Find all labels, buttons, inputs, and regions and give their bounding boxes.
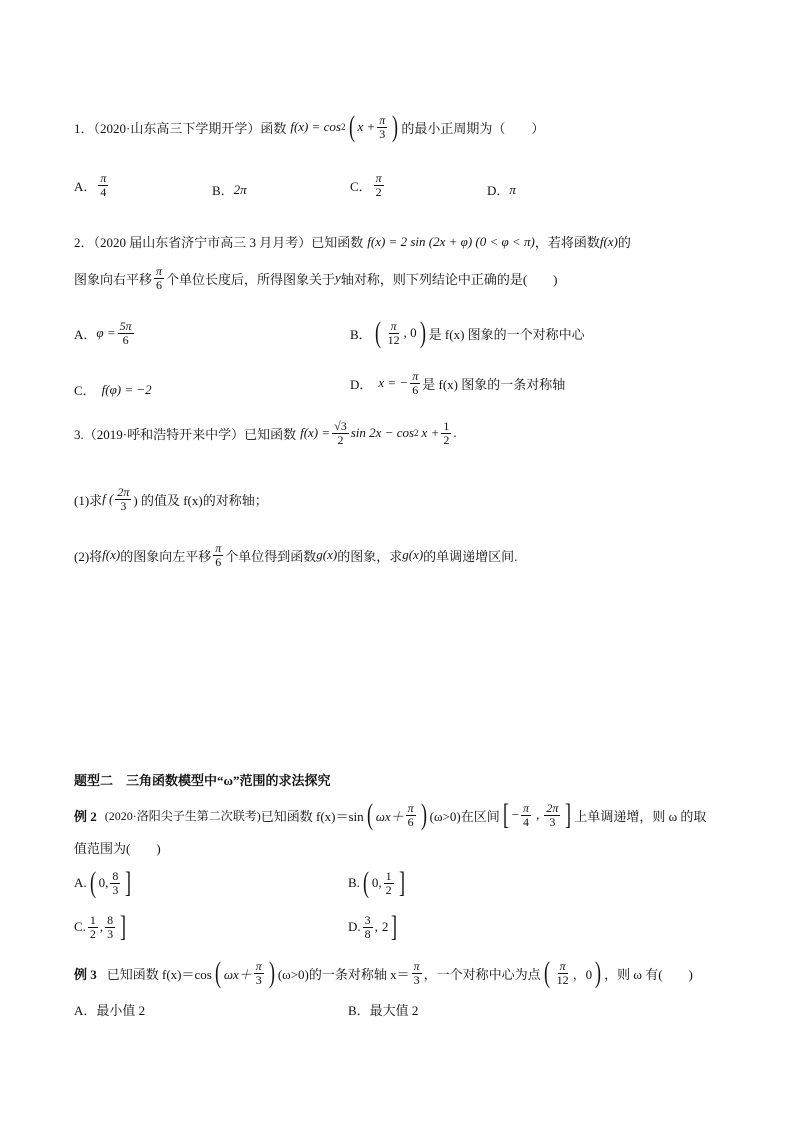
q2-option-b[interactable] (350, 318, 585, 348)
ex2-int-a-num: π (523, 800, 530, 815)
q2-option-b-frac (386, 320, 402, 346)
q3-part1-den: 3 (120, 498, 127, 513)
ex2-option-b-bracket: ] (398, 866, 405, 899)
ex2-int-b-den: 3 (549, 814, 556, 829)
q1-label: 1．（2020·山东高三下学期开学）函数 (74, 120, 287, 136)
ex2-option-b-letter: B. (348, 875, 360, 890)
section2-title-text: 题型二 三角函数模型中“ω”范围的求法探究 (74, 773, 331, 788)
q1-option-c[interactable] (350, 172, 386, 198)
ex2-option-a-bracket: ] (125, 866, 132, 899)
q3-mid: sin 2x − cos (350, 425, 415, 441)
ex2-option-c-comma: , (99, 919, 104, 934)
q2-tail: 的 (617, 235, 631, 250)
q3-part1-fn: f ( (102, 491, 114, 507)
ex2-option-c-num2: 8 (107, 912, 114, 927)
q1-option-d[interactable] (487, 180, 516, 199)
q2-line2-a: 图象向右平移 (74, 271, 153, 287)
q3-part2-d: 的图象，求 (337, 548, 403, 564)
ex3-paren-left: ( (214, 956, 221, 989)
q1-option-a-frac (98, 172, 108, 198)
q3-fn: f(x) = (300, 425, 331, 441)
q2-option-c[interactable] (74, 380, 152, 399)
q2-option-b-paren-left: ( (374, 316, 381, 349)
ex3-option-b[interactable] (348, 1000, 418, 1019)
q3-part1-num: 2π (117, 485, 130, 499)
ex2-den: 6 (407, 814, 414, 829)
ex3-num2: π (413, 958, 420, 973)
q1-option-b[interactable] (212, 180, 247, 199)
q3-part2-a: (2)将 (74, 548, 103, 564)
ex2-a: 已知函数 f(x)＝sin (260, 808, 364, 824)
q3-part2-g: g(x) (316, 547, 338, 563)
ex3-den3: 12 (556, 972, 569, 987)
ex2-option-c-frac2 (105, 914, 115, 940)
ex2-option-c-den2: 3 (107, 926, 114, 941)
q1-option-c-den: 2 (375, 184, 382, 199)
ex3-num: π (255, 958, 262, 973)
ex2-option-b-frac (384, 870, 394, 896)
ex2-bracket-right: ] (565, 798, 572, 831)
q2-option-a-frac (118, 320, 134, 346)
ex2-label: 例 2 (74, 808, 97, 824)
q2-stem (74, 232, 631, 251)
ex3-b: (ω>0)的一条对称轴 x＝ (277, 966, 410, 982)
q2-option-d-tail: 是 f(x) 图象的一条对称轴 (422, 376, 566, 392)
q1-frac-den: 3 (379, 126, 386, 141)
ex2-option-d[interactable] (348, 912, 400, 942)
ex2-option-b-a: 0, (371, 875, 382, 890)
ex2-option-d-letter: D. (348, 919, 361, 934)
ex2-option-a[interactable] (74, 868, 134, 898)
q1-frac (377, 114, 387, 140)
ex2-option-b-den: 2 (385, 882, 392, 897)
ex2-stem (74, 800, 706, 830)
ex3-frac2 (412, 960, 422, 986)
ex2-option-b[interactable] (348, 868, 408, 898)
ex2-source: (2020·洛阳尖子生第二次联考) (104, 808, 261, 823)
q2-label: 2．（2020 届山东省济宁市高三 3 月月考）已知函数 (74, 235, 364, 250)
q2-option-b-paren-right: ) (419, 316, 426, 349)
q2-line2-y: y (335, 270, 341, 286)
q1-option-d-letter: D． (487, 183, 510, 198)
q1-option-b-text: 2π (233, 181, 247, 197)
q3-part2 (74, 542, 517, 568)
ex3-stem (74, 958, 693, 988)
q2-option-a-num: 5π (119, 319, 132, 333)
q1-option-d-text: π (509, 181, 516, 197)
q3-part2-g2: g(x) (402, 547, 424, 563)
ex3-den2: 3 (413, 972, 420, 987)
q3-frac2-num: 1 (443, 419, 450, 433)
ex2-option-b-paren: ( (362, 866, 369, 899)
ex2-option-d-frac1 (363, 914, 373, 940)
ex2-option-d-bracket: ] (391, 910, 398, 943)
ex2-option-b-num: 1 (385, 868, 392, 883)
ex2-option-a-frac (110, 870, 120, 896)
ex2-int-comma: , (536, 807, 540, 822)
q3-part1-frac (115, 486, 131, 512)
ex3-option-a[interactable] (74, 1000, 145, 1019)
q1-frac-num: π (379, 112, 386, 127)
ex2-bracket-left: [ (502, 798, 509, 831)
q2-line2-den: 6 (156, 277, 163, 292)
q1-fn: f(x) = cos (290, 119, 341, 134)
ex2-paren-left: ( (366, 798, 373, 831)
q2-option-d-frac (410, 370, 420, 396)
q3-frac2 (441, 420, 451, 446)
q2-line2-b: 个单位长度后，所得图象关于 (166, 271, 336, 287)
q2-option-d-num: π (412, 369, 419, 383)
q2-option-d-den: 6 (412, 382, 419, 397)
q1-sup: 2 (341, 122, 346, 132)
q2-option-a-pre: φ = (96, 325, 116, 341)
q3-part2-c: 个单位得到函数 (225, 548, 317, 564)
ex2-option-d-comma: , (374, 919, 378, 934)
ex3-frac3 (555, 960, 571, 986)
q1-option-c-letter: C． (350, 178, 372, 194)
q2-option-b-mid: , 0 (403, 325, 417, 340)
ex2-option-c-letter: C. (74, 919, 86, 934)
q3-frac1-num: √3 (334, 419, 347, 433)
section2-title (74, 770, 331, 789)
q3-part1-a: (1)求 (74, 492, 103, 508)
ex3-option-b-text: B．最大值 2 (348, 1003, 419, 1018)
ex3-num3: π (559, 958, 566, 973)
ex2-option-d-den1: 8 (364, 926, 371, 941)
ex2-int-a-den: 4 (523, 814, 530, 829)
q2-line2-frac (154, 265, 164, 291)
q3-sup: 2 (414, 428, 419, 439)
q1-option-a-num: π (100, 171, 107, 185)
q1-option-a[interactable] (74, 172, 110, 198)
q1-option-a-den: 4 (100, 184, 107, 199)
q2-stem-line2 (74, 265, 558, 291)
ex2-b: (ω>0)在区间 (429, 808, 500, 824)
ex2-int-a-frac (521, 802, 531, 828)
ex2-option-c[interactable] (74, 912, 129, 942)
q3-frac1 (332, 420, 349, 446)
ex2-c: 上单调递增，则 ω 的取 (574, 808, 707, 824)
ex3-frac1 (254, 960, 264, 986)
ex2-frac (406, 802, 416, 828)
q1-tail: 的最小正周期为（ ） (401, 120, 545, 136)
q3-part2-num: π (215, 541, 222, 555)
ex2-option-a-num: 8 (112, 868, 119, 883)
q3-part1 (74, 486, 268, 512)
q2-fn2: f(x) (599, 233, 618, 249)
ex3-option-a-text: A．最小值 2 (74, 1003, 146, 1018)
ex2-int-a-sign: − (511, 807, 520, 822)
ex2-inner: ωx＋ (375, 808, 404, 824)
ex2-num: π (407, 800, 414, 815)
q1-paren-right: ) (392, 110, 399, 143)
q2-option-c-letter: C． (74, 383, 96, 398)
q1-option-c-frac (374, 172, 384, 198)
q2-option-d[interactable] (350, 370, 565, 396)
q3-frac2-den: 2 (443, 432, 450, 447)
q2-fn: f(x) = 2 sin (2x + φ) (0 < φ < π) (367, 233, 535, 249)
q1-option-c-num: π (375, 171, 382, 185)
ex2-paren-right: ) (420, 798, 427, 831)
q2-option-d-letter: D． (350, 376, 373, 392)
q1-option-b-letter: B． (212, 183, 234, 198)
q2-line2-num: π (156, 264, 163, 278)
q3-part2-den: 6 (215, 554, 222, 569)
q2-option-b-den: 12 (387, 332, 400, 347)
q2-option-a-letter: A． (74, 326, 97, 342)
ex2-option-d-num1: 3 (364, 912, 371, 927)
q2-option-a[interactable] (74, 320, 136, 346)
ex2-stem-line2 (74, 838, 161, 857)
ex3-a: 已知函数 f(x)＝cos (106, 966, 212, 982)
ex2-option-a-paren: ( (89, 866, 96, 899)
ex3-d: ，0 (572, 966, 593, 982)
q2-option-d-pre: x = − (378, 375, 409, 391)
q3-frac1-den: 2 (337, 432, 344, 447)
q3-label: 3.（2019·呼和浩特开来中学）已知函数 (74, 426, 297, 442)
ex2-int-b-num: 2π (546, 800, 559, 815)
q3-part2-frac (213, 542, 223, 568)
q3-tail: . (453, 425, 457, 441)
ex3-den: 3 (255, 972, 262, 987)
q3-part1-b: ) 的值及 f(x)的对称轴； (133, 492, 268, 508)
ex2-option-a-letter: A. (74, 875, 87, 890)
q3-mid2: x + (421, 425, 440, 441)
ex2-option-c-num1: 1 (89, 912, 96, 927)
ex3-paren-right: ) (268, 956, 275, 989)
q2-option-b-letter: B． (350, 326, 372, 342)
ex3-label: 例 3 (74, 966, 97, 982)
q1-stem (74, 112, 544, 142)
ex2-option-c-bracket: ] (120, 910, 127, 943)
q1-inner: x + (357, 119, 376, 134)
ex2-option-c-frac1 (88, 914, 98, 940)
q2-option-c-text: f(φ) = −2 (101, 381, 152, 397)
q3-part2-e: 的单调递增区间. (423, 548, 518, 564)
q3-part2-b: 的图象向左平移 (120, 548, 212, 564)
q2-option-b-tail: 是 f(x) 图象的一个对称中心 (428, 326, 585, 342)
ex2-option-d-b: 2 (381, 919, 389, 934)
ex2-option-c-den1: 2 (89, 926, 96, 941)
q2-mid: ，若将函数 (534, 235, 600, 250)
ex2-line2: 值范围为( ) (74, 841, 161, 856)
ex3-e: ，则 ω 有( ) (604, 966, 693, 982)
q1-paren-left: ( (348, 110, 355, 143)
ex3-pt-paren-left: ( (543, 956, 550, 989)
q1-option-a-letter: A． (74, 178, 97, 194)
q3-stem (74, 420, 457, 446)
q3-part2-fn: f(x) (102, 547, 121, 563)
q2-option-b-num: π (390, 318, 397, 333)
ex2-option-a-a: 0, (98, 875, 109, 890)
q2-option-a-den: 6 (122, 332, 129, 347)
ex3-c: ，一个对称中心为点 (423, 966, 541, 982)
ex3-pt-paren-right: ) (595, 956, 602, 989)
ex3-inner: ωx＋ (223, 966, 252, 982)
ex2-option-a-den: 3 (112, 882, 119, 897)
q2-line2-c: 轴对称，则下列结论中正确的是( ) (340, 271, 558, 287)
ex2-int-b-frac (544, 802, 560, 828)
